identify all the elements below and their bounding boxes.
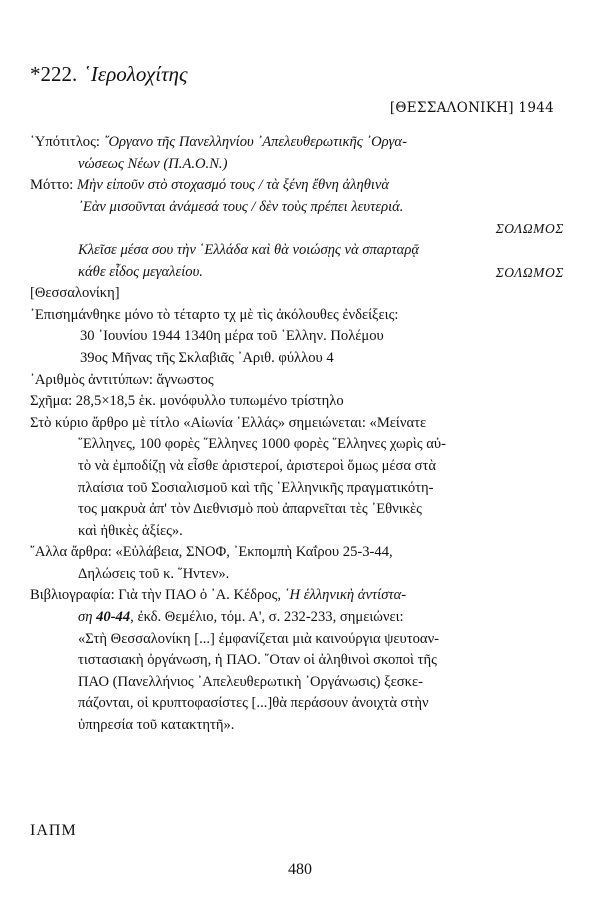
motto-quote1-line2: ᾿Εὰν μισοῦνται ἀνάμεσά τους / δὲν τοὺς πρέπει λευτεριά. bbox=[78, 198, 404, 215]
motto-quote1-line1: Μὴν εἰποῦν στὸ στοχασμό τους / τὰ ξένη ἔθνη ἀληθινὰ bbox=[77, 177, 390, 194]
motto-quote2-line2-row bbox=[30, 262, 564, 284]
place-note: [Θεσσαλονίκη] bbox=[30, 285, 120, 302]
bibliography-quote-line: «Στὴ Θεσσαλονίκη [...] ἐμφανίζεται μιὰ καινούργια ψευτοαν- bbox=[78, 630, 440, 647]
article-line: καὶ ἠθικὲς ἀξίες». bbox=[78, 522, 183, 539]
article-line: ῞Ελληνες, 100 φορὲς ῞Ελληνες 1000 φορὲς ῞Ελληνες χωρὶς αὐ- bbox=[78, 436, 447, 453]
entry-title: ῾Ιερολοχίτης bbox=[83, 62, 188, 86]
motto-label: Μόττο: bbox=[30, 177, 78, 194]
subtitle-text: ῎Οργανο τῆς Πανελληνίου ᾿Απελευθερωτικῆς ᾿Οργα- bbox=[103, 134, 407, 150]
bibliography-quote-line: ὑπηρεσία τοῦ κατακτητῆ». bbox=[78, 717, 235, 734]
bibliography-line bbox=[30, 585, 564, 607]
archive-label: ΙΑΠΜ bbox=[30, 822, 77, 839]
subtitle-continuation: νώσεως Νέων (Π.Α.Ο.Ν.) bbox=[78, 155, 228, 172]
motto-quote1-author: ΣΟΛΩΜΟΣ bbox=[495, 221, 564, 237]
found-detail-1: 30 ᾿Ιουνίου 1944 1340η μέρα τοῦ ῾Ελλην. Πολέμου bbox=[80, 328, 384, 345]
article-line: πλαίσια τοῦ Σοσιαλισμοῦ καὶ τῆς ῾Ελληνικῆς πραγματικότη- bbox=[78, 479, 434, 496]
article-line: Στὸ κύριο ἄρθρο μὲ τίτλο «Αἰωνία ῾Ελλάς» σημειώνεται: «Μείνατε bbox=[30, 414, 427, 431]
main-article-paragraph bbox=[30, 413, 564, 543]
bibliography-intro: Βιβλιογραφία: Γιὰ τὴν ΠΑΟ ὁ ᾿Α. Κέδρος, bbox=[30, 587, 285, 604]
motto-quote2-author: ΣΟΛΩΜΟΣ bbox=[495, 264, 564, 280]
found-detail-2: 39ος Μῆνας τῆς Σκλαβιᾶς ᾿Αριθ. φύλλου 4 bbox=[80, 349, 334, 366]
subtitle-label: ῾Υπότιτλος: bbox=[30, 134, 104, 150]
article-line: τὸ νὰ ἐμποδίζῃ νὰ εἶσθε ἀριστεροί, ἀριστεροὶ ὅμως μέσα στὰ bbox=[78, 457, 437, 474]
bibliography-paragraph bbox=[30, 585, 564, 736]
found-line: ᾿Επισημάνθηκε μόνο τὸ τέταρτο τχ μὲ τὶς ἀκόλουθες ἐνδείξεις: bbox=[30, 306, 399, 323]
copies-line: ᾿Αριθμὸς ἀντιτύπων: ἄγνωστος bbox=[30, 371, 214, 388]
motto-quote2-line2: κάθε εἶδος μεγαλείου. bbox=[78, 263, 203, 280]
format-line: Σχῆμα: 28,5×18,5 ἑκ. μονόφυλλο τυπωμένο τρίστηλο bbox=[30, 393, 344, 410]
bibliography-book-years: 40-44 bbox=[96, 609, 131, 626]
motto-line bbox=[30, 175, 564, 197]
bibliography-line bbox=[30, 607, 564, 629]
entry-body bbox=[30, 132, 564, 737]
entry-number: *222. bbox=[30, 62, 78, 86]
subtitle-line bbox=[30, 132, 564, 154]
bibliography-book-title-end: ση bbox=[78, 609, 97, 626]
motto-quote2-line1: Κλεῖσε μέσα σου τὴν ῾Ελλάδα καὶ θὰ νοιώσῃς νὰ σπαρταρᾷ bbox=[78, 241, 420, 258]
bibliography-quote-line: πάζονται, οἱ κρυπτοφασίστες [...]θὰ περάσουν ἀνοιχτὰ στὴν bbox=[78, 695, 429, 712]
page-number: 480 bbox=[288, 861, 312, 878]
other-articles-line: ῎Αλλα ἄρθρα: «Εὐλάβεια, ΣΝΟΦ, ᾿Εκπομπὴ Καΐρου 25-3-44, bbox=[30, 544, 393, 561]
bibliography-quote-line: τιστασιακὴ ὀργάνωση, ἡ ΠΑΟ. ῞Οταν οἱ ἀληθινοὶ σκοποὶ τῆς bbox=[78, 652, 437, 669]
place-date: [ΘΕΣΣΑΛΟΝΙΚΗ] 1944 bbox=[389, 100, 554, 116]
other-articles-continuation: Δηλώσεις τοῦ κ. ῞Ηντεν». bbox=[78, 565, 230, 582]
entry-heading bbox=[30, 62, 187, 87]
bibliography-publisher: , ἐκδ. Θεμέλιο, τόμ. Α', σ. 232-233, σημειώνει: bbox=[130, 609, 404, 626]
article-line: τος μακρυὰ ἀπ' τὸν Διεθνισμὸ ποὺ ἀπαρνεῖται τὲς ᾿Εθνικὲς bbox=[78, 501, 422, 518]
bibliography-book-title: ῾Η ἑλληνικὴ ἀντίστα- bbox=[284, 587, 407, 604]
bibliography-quote-line: ΠΑΟ (Πανελλήνιος ᾿Απελευθερωτικὴ ᾿Οργάνωσις) ξεσκε- bbox=[78, 673, 424, 690]
